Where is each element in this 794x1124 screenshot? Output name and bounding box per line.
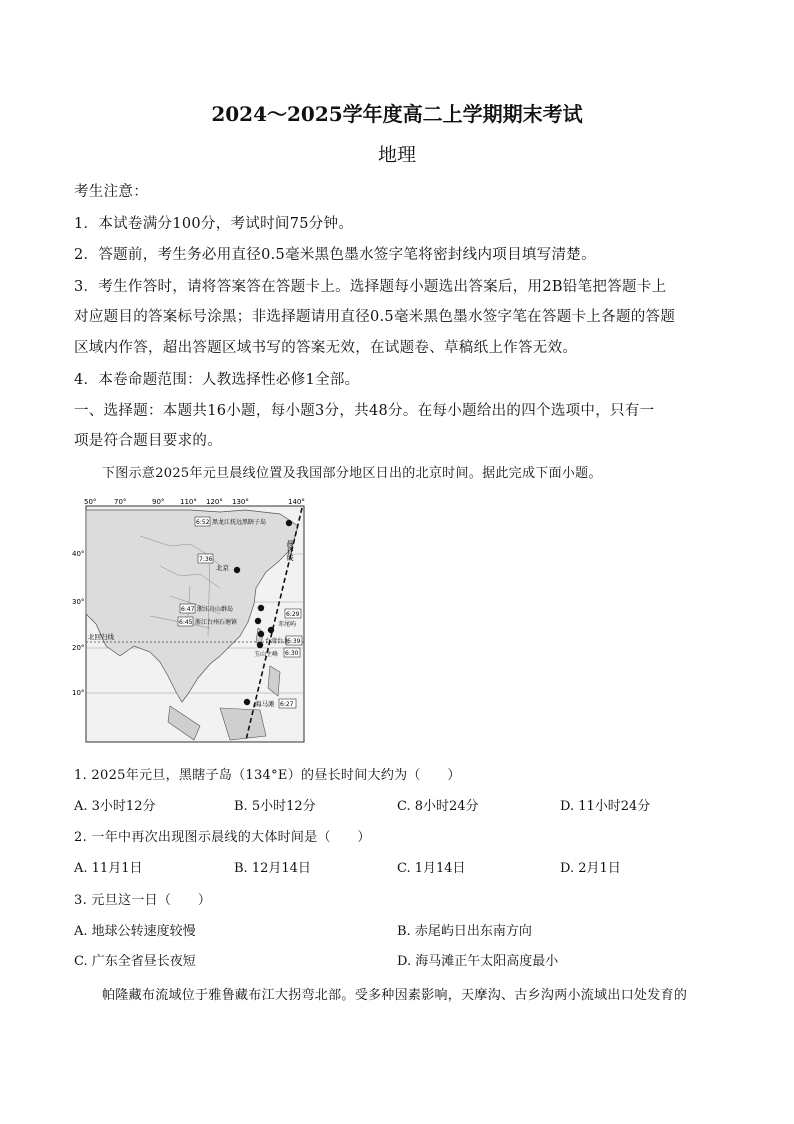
q2-option-d: D. 2月1日 — [560, 861, 621, 876]
place-name: 海马滩 — [255, 700, 275, 708]
place-dot — [257, 642, 263, 648]
q1-option-b: B. 5小时12分 — [234, 799, 316, 814]
q1-option-a: A. 3小时12分 — [74, 799, 156, 814]
notice-item-2: 2．答题前，考生务必用直径0.5毫米黑色墨水签字笔将密封线内项目填写清楚。 — [74, 247, 596, 263]
terminator-map — [70, 496, 310, 746]
notice-heading: 考生注意： — [74, 184, 148, 200]
lon-label-90: 90° — [152, 498, 165, 506]
question-3-stem: 3. 元旦这一日（ ） — [74, 893, 212, 908]
sunrise-time: 6:52 — [196, 519, 210, 526]
lon-label-50: 50° — [84, 498, 97, 506]
place-dot — [255, 618, 261, 624]
place-name: 玉山主峰 — [254, 651, 279, 658]
q1-option-d: D. 11小时24分 — [560, 799, 651, 814]
place-dot — [258, 605, 264, 611]
place-name: 浙江舟山群岛 — [197, 606, 234, 613]
sunrise-time: 6:45 — [179, 619, 193, 626]
question-2-stem: 2. 一年中再次出现图示晨线的大体时间是（ ） — [74, 830, 371, 845]
place-dot — [286, 520, 292, 526]
q2-option-c: C. 1月14日 — [397, 861, 466, 876]
section-heading: 一、选择题：本题共16小题，每小题3分，共48分。在每小题给出的四个选项中，只有一 — [74, 403, 655, 419]
place-name: 赤尾屿 — [278, 621, 297, 628]
q3-option-a: A. 地球公转速度较慢 — [74, 924, 196, 939]
sunrise-time: 6:27 — [280, 701, 294, 708]
question-1-stem: 1. 2025年元旦，黑瞎子岛（134°E）的昼长时间大约为（ ） — [74, 768, 461, 783]
sunrise-time: 6:29 — [286, 611, 300, 618]
sunrise-time: 6:30 — [285, 650, 299, 657]
place-name: 台湾台北 — [265, 638, 290, 645]
q3-option-d: D. 海马滩正午太阳高度最小 — [397, 954, 559, 969]
lon-label-110: 110° — [180, 498, 197, 506]
sunrise-time: 6:47 — [181, 606, 195, 613]
tropic-label: 北回归线 — [88, 633, 114, 641]
lon-label-70: 70° — [114, 498, 127, 506]
lon-label-130: 130° — [232, 498, 249, 506]
notice-item-1: 1．本试卷满分100分，考试时间75分钟。 — [74, 216, 354, 232]
section-heading-cont: 项是符合题目要求的。 — [74, 433, 222, 449]
lat-label-40: 40° — [72, 550, 85, 558]
sunrise-time: 7:36 — [199, 556, 213, 563]
notice-item-3-cont: 对应题目的答案标号涂黑；非选择题请用直径0.5毫米黑色墨水签字笔在答题卡上各题的答题 — [74, 309, 676, 325]
lon-label-140: 140° — [288, 498, 305, 506]
lat-label-30: 30° — [72, 598, 85, 606]
question-intro: 下图示意2025年元旦晨线位置及我国部分地区日出的北京时间。据此完成下面小题。 — [102, 466, 602, 481]
sunrise-time: 6:39 — [287, 638, 301, 645]
lat-label-10: 10° — [72, 689, 85, 697]
notice-item-3: 3．考生作答时，请将答案答在答题卡上。选择题每小题选出答案后，用2B铅笔把答题卡上 — [74, 279, 667, 295]
place-dot — [234, 567, 240, 573]
notice-item-4: 4．本卷命题范围：人教选择性必修1全部。 — [74, 372, 360, 388]
terminator-label: 晨昏线 — [286, 540, 294, 561]
place-dot — [258, 631, 264, 637]
next-passage: 帕隆藏布流域位于雅鲁藏布江大拐弯北部。受多种因素影响，天摩沟、古乡沟两小流域出口处发育的 — [102, 988, 688, 1003]
lat-label-20: 20° — [72, 644, 85, 652]
exam-title: 2024～2025学年度高二上学期期末考试 — [211, 102, 583, 126]
q1-option-c: C. 8小时24分 — [397, 799, 479, 814]
q2-option-b: B. 12月14日 — [234, 861, 311, 876]
q3-option-c: C. 广东全省昼长夜短 — [74, 954, 196, 969]
place-dot — [268, 627, 274, 633]
lon-label-120: 120° — [206, 498, 223, 506]
place-name: 浙江台州石塘镇 — [195, 619, 238, 626]
place-dot — [244, 699, 250, 705]
subject-title: 地理 — [377, 144, 416, 166]
notice-item-3-cont2: 区域内作答，超出答题区域书写的答案无效，在试题卷、草稿纸上作答无效。 — [74, 340, 578, 356]
q3-option-b: B. 赤尾屿日出东南方向 — [397, 924, 532, 939]
place-name: 黑龙江抚远黑瞎子岛 — [212, 519, 267, 526]
q2-option-a: A. 11月1日 — [74, 861, 143, 876]
place-name: 北京 — [216, 564, 229, 572]
